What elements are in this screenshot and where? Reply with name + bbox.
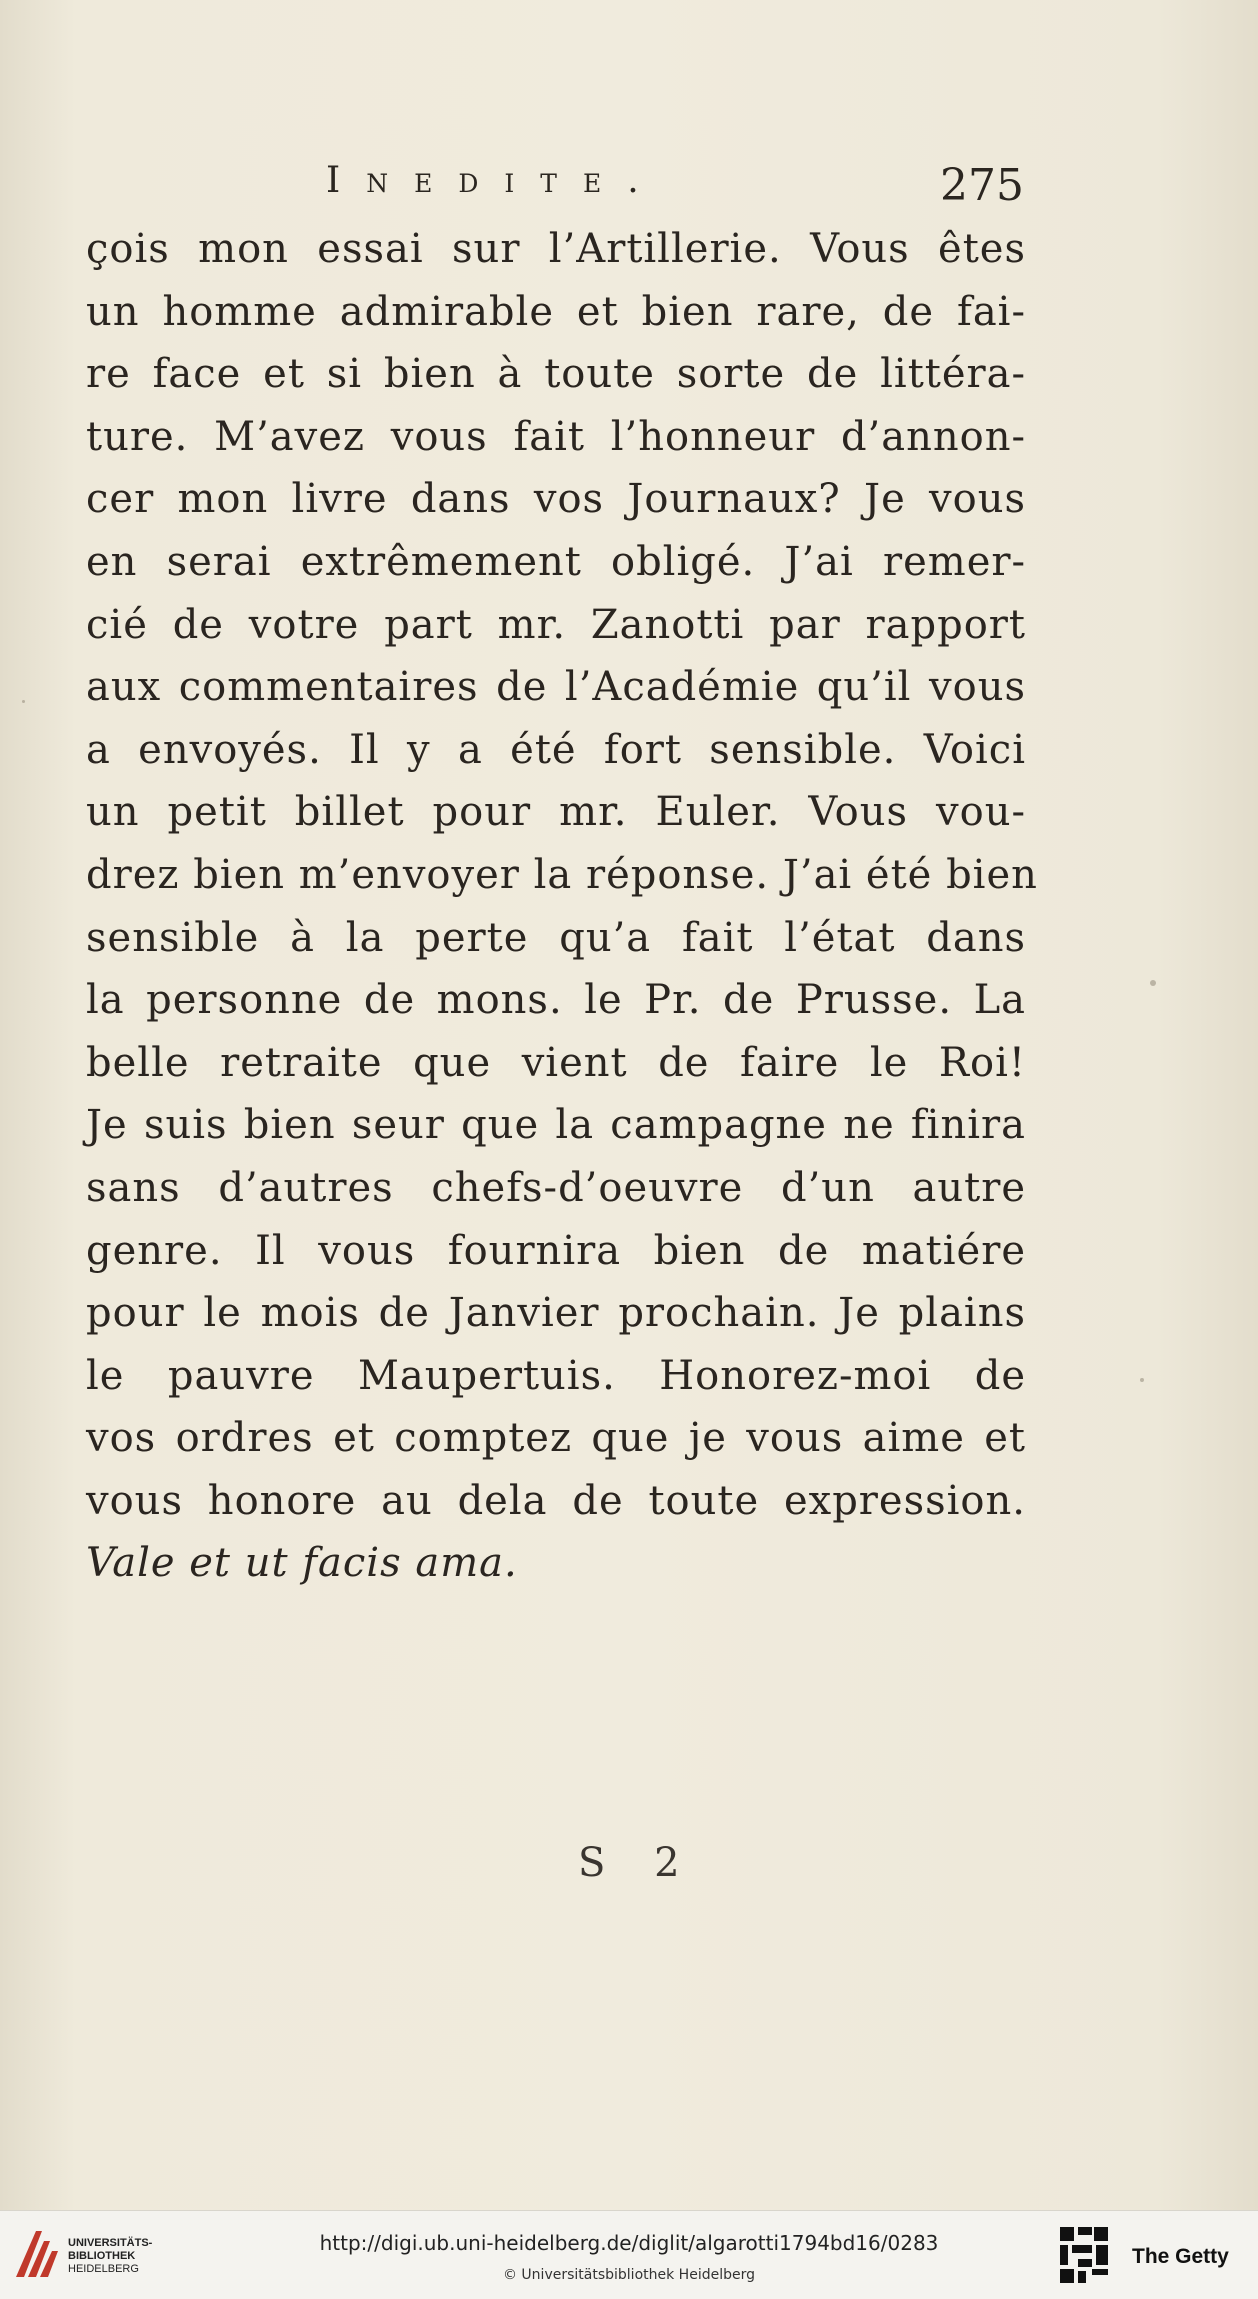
text-line: cer mon livre dans vos Journaux? Je vous: [86, 476, 1026, 523]
text-line: sensible à la perte qu’a fait l’état dans: [86, 914, 1026, 961]
text-line: en serai extrêmement obligé. J’ai remer-: [86, 538, 1026, 585]
viewer-footer: [0, 2210, 1258, 2299]
text-line: un petit billet pour mr. Euler. Vous vou-: [86, 789, 1026, 836]
text-line: vos ordres et comptez que je vous aime et: [86, 1415, 1026, 1462]
text-line: re face et si bien à toute sorte de littéra-: [86, 351, 1026, 398]
body-text: [86, 218, 1038, 1595]
paper-speck: [22, 700, 25, 703]
ub-logo-line: BIBLIOTHEK: [68, 2250, 136, 2262]
text-line: drez bien m’envoyer la réponse. J’ai été bien: [86, 851, 1038, 898]
getty-name: The Getty: [1132, 2245, 1229, 2268]
text-line: belle retraite que vient de faire le Roi!: [86, 1039, 1026, 1086]
text-line: Je suis bien seur que la campagne ne finira: [86, 1102, 1026, 1149]
text-line: sans d’autres chefs-d’oeuvre d’un autre: [86, 1164, 1026, 1211]
page-number: 275: [940, 160, 1024, 211]
text-line: çois mon essai sur l’Artillerie. Vous êtes: [86, 226, 1026, 272]
paper-speck: [1150, 980, 1156, 986]
text-line: ture. M’avez vous fait l’honneur d’annon-: [86, 413, 1026, 460]
copyright-notice: © Universitätsbibliothek Heidelberg: [502, 2267, 755, 2283]
text-line: pour le mois de Janvier prochain. Je plains: [86, 1290, 1026, 1337]
signature-mark: S 2: [578, 1840, 698, 1886]
text-line: le pauvre Maupertuis. Honorez-moi de: [86, 1352, 1026, 1399]
running-head-title: Inedite.: [326, 160, 665, 201]
permalink-url[interactable]: http://digi.ub.uni-heidelberg.de/diglit/algarotti1794bd16/0283: [319, 2231, 939, 2255]
text-line: un homme admirable et bien rare, de fai-: [86, 288, 1026, 335]
paper-speck: [1140, 1378, 1144, 1382]
text-line: genre. Il vous fournira bien de matiére: [86, 1227, 1026, 1274]
text-line: la personne de mons. le Pr. de Prusse. La: [86, 977, 1026, 1024]
running-head: [0, 160, 1258, 210]
text-line: cié de votre part mr. Zanotti par rapport: [86, 601, 1026, 648]
ub-logo-line: UNIVERSITÄTS-: [68, 2237, 153, 2249]
text-line: a envoyés. Il y a été fort sensible. Voici: [86, 726, 1026, 773]
getty-logo[interactable]: [1058, 2225, 1248, 2285]
text-line: aux commentaires de l’Académie qu’il vous: [86, 664, 1026, 711]
ub-logo-line: HEIDELBERG: [68, 2263, 139, 2275]
getty-emblem-icon: [1058, 2225, 1110, 2285]
text-line: vous honore au dela de toute expression.: [86, 1477, 1026, 1524]
text-line-closing: Vale et ut facis ama.: [86, 1540, 518, 1587]
